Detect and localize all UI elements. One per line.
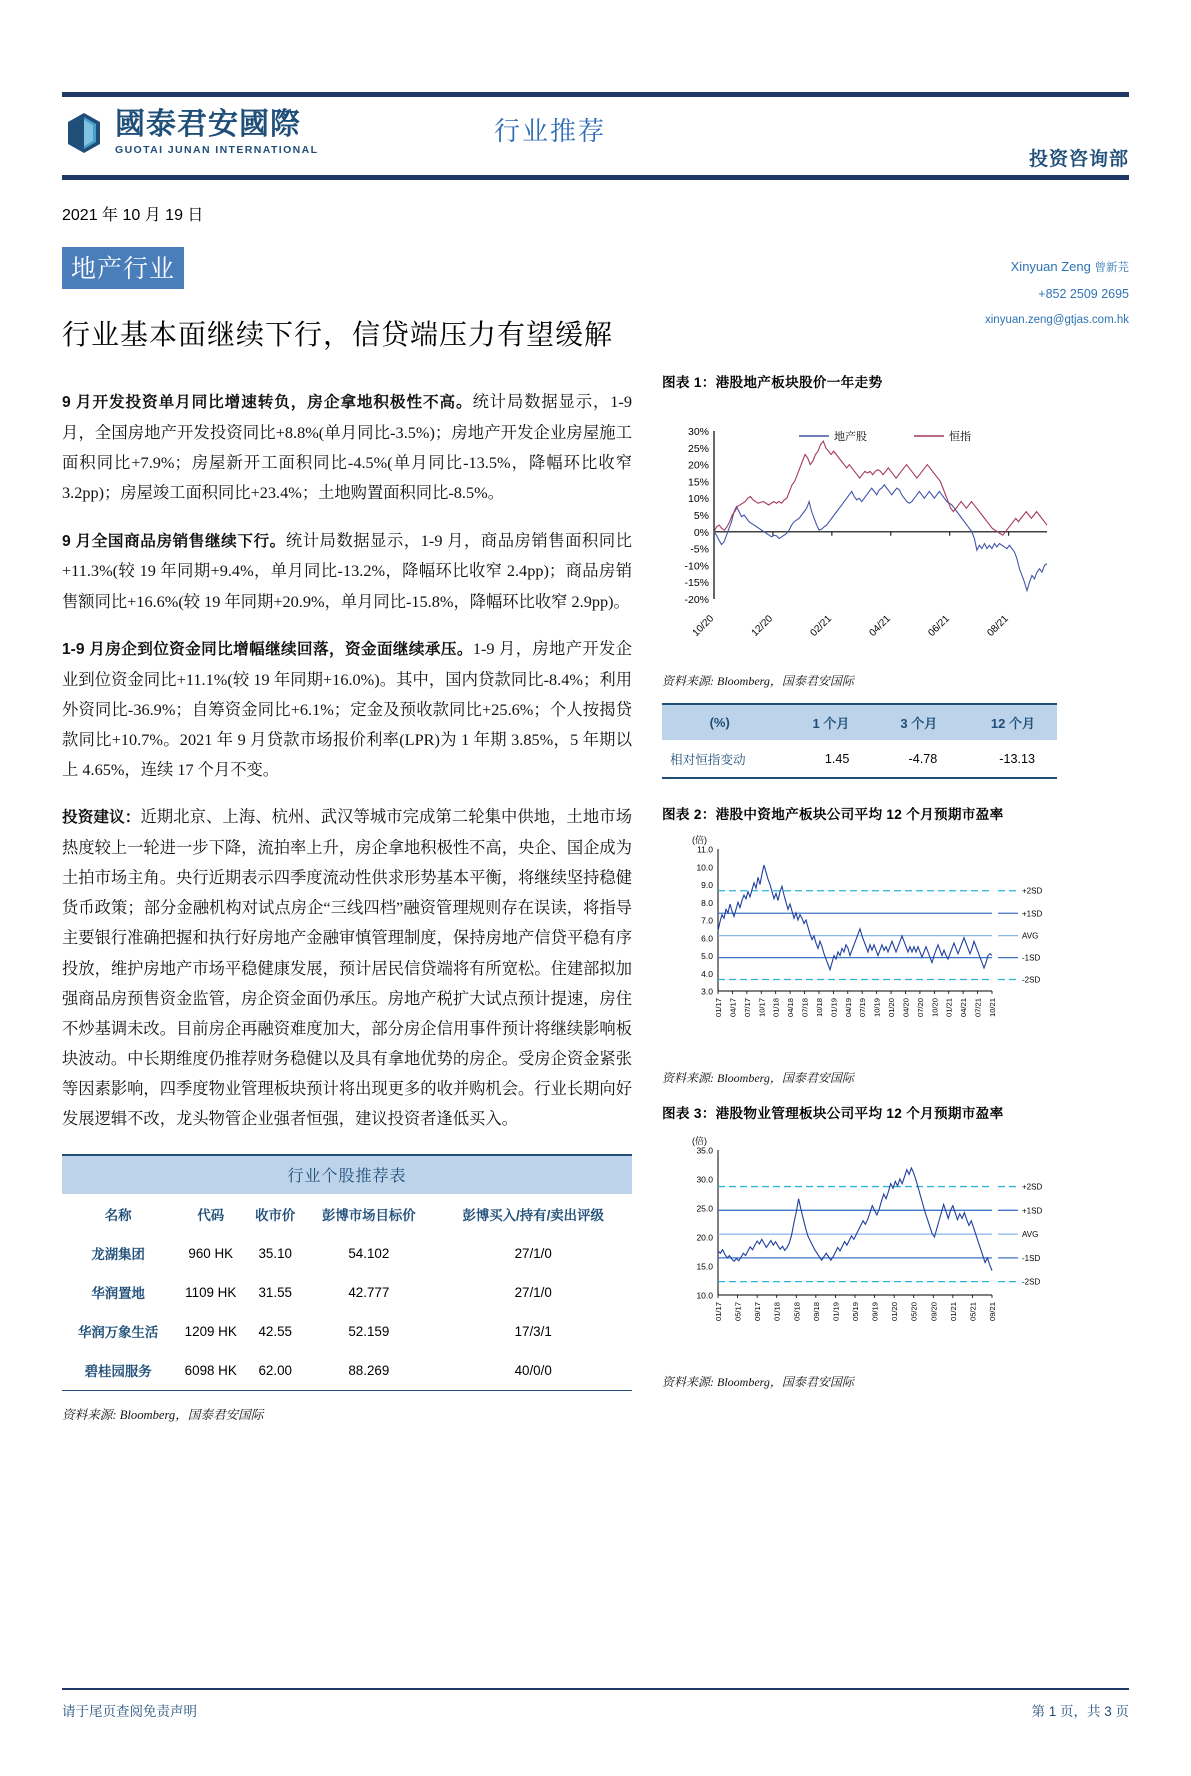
body-paragraph-investment-advice — [62, 802, 632, 1134]
svg-text:+2SD: +2SD — [1022, 1182, 1043, 1192]
cell-close-price: 42.55 — [258, 1324, 292, 1340]
chart1-svg — [662, 399, 1057, 664]
company-logo — [62, 110, 318, 156]
left-column — [62, 371, 632, 1423]
svg-text:+2SD: +2SD — [1022, 886, 1043, 896]
column-header-name: 名称 — [104, 1208, 132, 1224]
svg-text:AVG: AVG — [1022, 931, 1039, 941]
perf-row-label: 相对恒指变动 — [662, 740, 783, 778]
table-row — [62, 1234, 632, 1273]
svg-text:09/17: 09/17 — [753, 1302, 763, 1322]
body-paragraph — [62, 387, 632, 508]
svg-text:10%: 10% — [687, 493, 709, 506]
paragraph-lead: 投资建议： — [62, 809, 141, 827]
svg-text:30.0: 30.0 — [696, 1174, 713, 1185]
cell-close-price: 62.00 — [247, 1351, 303, 1391]
svg-text:04/18: 04/18 — [786, 998, 796, 1018]
cell-name: 龙湖集团 — [91, 1247, 145, 1263]
figure-2-title: 图表 2：港股中资地产板块公司平均 12 个月预期市盈率 — [662, 807, 1004, 822]
svg-text:09/18: 09/18 — [811, 1302, 821, 1322]
svg-text:20%: 20% — [687, 459, 709, 472]
svg-text:-20%: -20% — [684, 594, 709, 606]
svg-text:35.0: 35.0 — [696, 1145, 713, 1156]
svg-text:10/21: 10/21 — [988, 998, 997, 1018]
title-zone — [62, 247, 1129, 357]
svg-text:01/20: 01/20 — [887, 998, 897, 1018]
table-caption-row — [62, 1155, 632, 1194]
chart2-svg — [662, 831, 1057, 1061]
svg-text:(倍): (倍) — [692, 1136, 707, 1146]
sector-tag: 地产行业 — [62, 247, 184, 289]
header-rule-bottom — [62, 175, 1129, 180]
svg-text:01/18: 01/18 — [771, 998, 781, 1018]
table-header-row — [62, 1194, 632, 1234]
svg-text:恒指: 恒指 — [949, 431, 971, 443]
svg-text:5.0: 5.0 — [701, 951, 713, 961]
logo-text-english: GUOTAI JUNAN INTERNATIONAL — [115, 144, 319, 156]
footer-page-number: 第 1 页，共 3 页 — [1031, 1704, 1129, 1719]
document-date: 2021 年 10 月 19 日 — [62, 207, 204, 224]
svg-text:9.0: 9.0 — [701, 880, 713, 890]
svg-text:25.0: 25.0 — [696, 1203, 713, 1214]
svg-text:0%: 0% — [693, 526, 709, 539]
svg-text:-15%: -15% — [684, 577, 709, 590]
svg-text:4.0: 4.0 — [701, 968, 713, 979]
svg-text:10/20: 10/20 — [690, 613, 717, 639]
svg-text:07/21: 07/21 — [973, 998, 983, 1018]
figure-3-chart — [662, 1130, 1057, 1365]
figure-3-title: 图表 3：港股物业管理板块公司平均 12 个月预期市盈率 — [662, 1106, 1004, 1121]
svg-text:07/17: 07/17 — [742, 998, 752, 1018]
svg-text:-10%: -10% — [684, 560, 709, 573]
perf-col-1m: 1 个月 — [783, 704, 871, 740]
figure-1-source: 资料来源: Bloomberg，国泰君安国际 — [662, 674, 854, 688]
svg-text:02/21: 02/21 — [808, 613, 834, 639]
cell-code: 6098 HK — [174, 1351, 247, 1391]
column-header-code: 代码 — [197, 1208, 225, 1224]
analyst-phone: +852 2509 2695 — [1038, 286, 1129, 301]
cell-name: 华润万象生活 — [77, 1325, 159, 1341]
svg-text:01/17: 01/17 — [714, 998, 723, 1018]
svg-text:04/19: 04/19 — [843, 998, 853, 1018]
svg-text:12/20: 12/20 — [749, 613, 776, 639]
report-page — [0, 92, 1191, 1776]
logo-text-chinese: 國泰君安國際 — [115, 108, 301, 141]
paragraph-lead: 9 月开发投资单月同比增速转负，房企拿地积极性不高。 — [62, 394, 473, 412]
paragraph-text: 近期北京、上海、杭州、武汉等城市完成第二轮集中供地，土地市场热度较上一轮进一步下降，流拍率上升，房企拿地积极性不高，央企、国企成为土拍市场主角。央行近期表示四季度流动性供求形势基本平衡，将继续坚持稳健货币政策；部分金融机构对试点房企“三线四档”融资管理规则存在误读，将指导主要银行准确把握和执行好房地产金融审慎管理制度，保持房地产信贷平稳有序投放，维护房地产市场平稳健康发展，预计居民信贷端将有所宽松。住建部拟加强商品房预售资金监管，房企资金面仍承压。房地产税扩大试点预计提速，房住不炒基调未改。目前房企再融资难度加大，部分房企信用事件预计将继续影响板块波动。中长期维度仍推荐财务稳健以及具有拿地优势的房企。受房企资金紧张等因素影响，四季度物业管理板块预计将出现更多的收并购机会。行业长期向好发展逻辑不改，龙头物管企业强者恒强，建议投资者逢低买入。 — [62, 807, 632, 1129]
header-title: 行业推荐 — [494, 116, 607, 146]
analyst-contact-block — [985, 253, 1129, 333]
cell-code: 960 HK — [188, 1246, 234, 1262]
svg-text:3.0: 3.0 — [701, 986, 713, 997]
svg-text:09/20: 09/20 — [929, 1302, 939, 1322]
svg-text:20.0: 20.0 — [696, 1232, 713, 1243]
perf-col-unit: (%) — [662, 704, 783, 740]
svg-text:7.0: 7.0 — [701, 915, 713, 926]
svg-text:地产股: 地产股 — [834, 431, 867, 443]
report-header — [62, 97, 1129, 169]
cell-rating: 17/3/1 — [514, 1324, 552, 1340]
column-header-target-price: 彭博市场目标价 — [321, 1208, 416, 1224]
svg-text:6.0: 6.0 — [701, 933, 713, 944]
svg-text:07/18: 07/18 — [800, 998, 810, 1018]
svg-text:+1SD: +1SD — [1022, 1206, 1043, 1216]
paragraph-text: 统计局数据显示，1-9 月，商品房销售面积同比+11.3%(较 19 年同期+9.4%，单月同比-13.2%，降幅环比收窄 2.4pp)；商品房销售额同比+16.6%(较 19 年同期+20.9%，单月同比-15.8%，降幅环比收窄 2.9pp)。 — [62, 530, 632, 611]
chart3-svg — [662, 1130, 1057, 1365]
perf-value-12m: -13.13 — [959, 740, 1057, 778]
svg-text:05/17: 05/17 — [733, 1302, 743, 1322]
svg-text:07/19: 07/19 — [858, 998, 868, 1018]
svg-text:10/17: 10/17 — [757, 998, 767, 1018]
svg-text:-1SD: -1SD — [1022, 953, 1041, 963]
analyst-email[interactable]: xinyuan.zeng@gtjas.com.hk — [985, 313, 1129, 326]
svg-text:01/21: 01/21 — [948, 1302, 958, 1322]
cell-target-price: 88.269 — [303, 1351, 434, 1391]
svg-text:05/19: 05/19 — [851, 1302, 860, 1322]
svg-text:10.0: 10.0 — [696, 862, 713, 873]
svg-text:04/21: 04/21 — [867, 613, 893, 639]
cell-close-price: 31.55 — [258, 1285, 292, 1301]
svg-text:01/17: 01/17 — [714, 1302, 723, 1322]
perf-col-3m: 3 个月 — [871, 704, 959, 740]
paragraph-text: 1-9 月，房地产开发企业到位资金同比+11.1%(较 19 年同期+16.0%)。其中，国内贷款同比-8.4%；利用外资同比-36.9%；自筹资金同比+6.1%；定金及预收款同比+25.6%；个人按揭贷款同比+10.7%。2021 年 9 月贷款市场报价利率(LPR)为 1 年期 3.85%，5 年期以上 4.65%，连续 17 个月不变。 — [62, 638, 632, 779]
svg-text:06/21: 06/21 — [926, 613, 952, 639]
table-caption: 行业个股推荐表 — [62, 1155, 632, 1194]
analyst-name — [985, 253, 1129, 281]
table-row — [62, 1273, 632, 1312]
perf-header-row — [662, 704, 1057, 740]
svg-text:05/20: 05/20 — [909, 1302, 919, 1322]
column-header-rating: 彭博买入/持有/卖出评级 — [462, 1208, 604, 1224]
stock-recommendation-table — [62, 1154, 632, 1391]
svg-text:07/20: 07/20 — [915, 998, 925, 1018]
perf-col-12m: 12 个月 — [959, 704, 1057, 740]
figure-1-chart — [662, 399, 1057, 664]
svg-text:09/21: 09/21 — [988, 1302, 997, 1322]
perf-value-3m: -4.78 — [871, 740, 959, 778]
svg-text:08/21: 08/21 — [985, 613, 1011, 639]
figure-3-source: 资料来源: Bloomberg，国泰君安国际 — [662, 1375, 854, 1389]
svg-text:01/21: 01/21 — [944, 998, 954, 1018]
cell-name: 碧桂园服务 — [62, 1351, 174, 1391]
body-paragraph — [62, 634, 632, 785]
svg-text:AVG: AVG — [1022, 1230, 1039, 1240]
cell-target-price: 42.777 — [348, 1285, 390, 1301]
figure-2-source: 资料来源: Bloomberg，国泰君安国际 — [662, 1071, 854, 1085]
svg-text:-2SD: -2SD — [1022, 975, 1041, 985]
svg-text:04/21: 04/21 — [959, 998, 969, 1018]
svg-text:-2SD: -2SD — [1022, 1277, 1041, 1287]
paragraph-text: 统计局数据显示，1-9 月，全国房地产开发投资同比+8.8%(单月同比-3.5%)；房地产开发企业房屋施工面积同比+7.9%；房屋新开工面积同比-4.5%(单月同比-13.5%，降幅环比收窄 3.2pp)；房屋竣工面积同比+23.4%；土地购置面积同比-8.5%。 — [62, 392, 632, 503]
right-column — [662, 371, 1057, 1423]
svg-text:01/19: 01/19 — [829, 998, 839, 1018]
svg-text:01/18: 01/18 — [772, 1302, 782, 1322]
cell-rating: 27/1/0 — [514, 1285, 552, 1301]
svg-text:15%: 15% — [687, 476, 709, 489]
svg-text:-1SD: -1SD — [1022, 1253, 1041, 1263]
svg-text:11.0: 11.0 — [697, 844, 713, 855]
paragraph-lead: 9 月全国商品房销售继续下行。 — [62, 532, 286, 550]
svg-text:15.0: 15.0 — [696, 1261, 713, 1272]
content-columns — [62, 371, 1129, 1423]
svg-text:25%: 25% — [687, 442, 709, 455]
svg-text:10.0: 10.0 — [696, 1290, 713, 1301]
svg-text:8.0: 8.0 — [701, 897, 713, 908]
svg-text:-5%: -5% — [690, 543, 709, 556]
header-department: 投资咨询部 — [1028, 149, 1129, 170]
svg-text:10/20: 10/20 — [930, 998, 940, 1018]
svg-text:+1SD: +1SD — [1022, 909, 1043, 919]
svg-text:04/17: 04/17 — [728, 998, 738, 1018]
svg-text:05/21: 05/21 — [968, 1302, 978, 1322]
cell-code: 1109 HK — [185, 1285, 237, 1301]
analyst-name-en: Xinyuan Zeng — [1010, 259, 1091, 274]
relative-performance-table — [662, 703, 1057, 779]
logo-mark-icon — [62, 111, 106, 155]
svg-text:05/18: 05/18 — [792, 1302, 802, 1322]
perf-data-row — [662, 740, 1057, 778]
svg-text:5%: 5% — [693, 510, 709, 522]
cell-name: 华润置地 — [91, 1286, 145, 1302]
perf-value-1m: 1.45 — [783, 740, 871, 778]
figure-1-title: 图表 1：港股地产板块股价一年走势 — [662, 375, 883, 390]
svg-text:10/18: 10/18 — [814, 998, 824, 1018]
paragraph-lead: 1-9 月房企到位资金同比增幅继续回落，资金面继续承压。 — [62, 640, 473, 658]
footer-disclaimer: 请于尾页查阅免责声明 — [62, 1704, 197, 1719]
svg-text:(倍): (倍) — [692, 835, 707, 845]
cell-rating: 27/1/0 — [514, 1246, 552, 1262]
svg-text:30%: 30% — [687, 426, 709, 438]
cell-rating: 40/0/0 — [434, 1351, 632, 1391]
svg-text:01/20: 01/20 — [890, 1302, 900, 1322]
analyst-name-cn: 曾新芫 — [1094, 262, 1129, 274]
svg-text:10/19: 10/19 — [872, 998, 882, 1018]
page-title: 行业基本面继续下行，信贷端压力有望缓解 — [62, 320, 614, 351]
cell-target-price: 54.102 — [348, 1246, 390, 1262]
page-footer — [62, 1688, 1129, 1721]
svg-text:01/19: 01/19 — [831, 1302, 841, 1322]
table-row — [62, 1312, 632, 1351]
column-header-close-price: 收市价 — [255, 1208, 296, 1224]
table-row — [62, 1351, 632, 1391]
figure-2-chart — [662, 831, 1057, 1061]
footer-rule — [62, 1688, 1129, 1691]
cell-target-price: 52.159 — [348, 1324, 390, 1340]
body-paragraph — [62, 526, 632, 617]
stock-table-source: 资料来源: Bloomberg，国泰君安国际 — [62, 1408, 264, 1423]
svg-text:09/19: 09/19 — [870, 1302, 880, 1322]
svg-text:04/20: 04/20 — [901, 998, 911, 1018]
cell-code: 1209 HK — [184, 1324, 237, 1340]
cell-close-price: 35.10 — [258, 1246, 292, 1262]
